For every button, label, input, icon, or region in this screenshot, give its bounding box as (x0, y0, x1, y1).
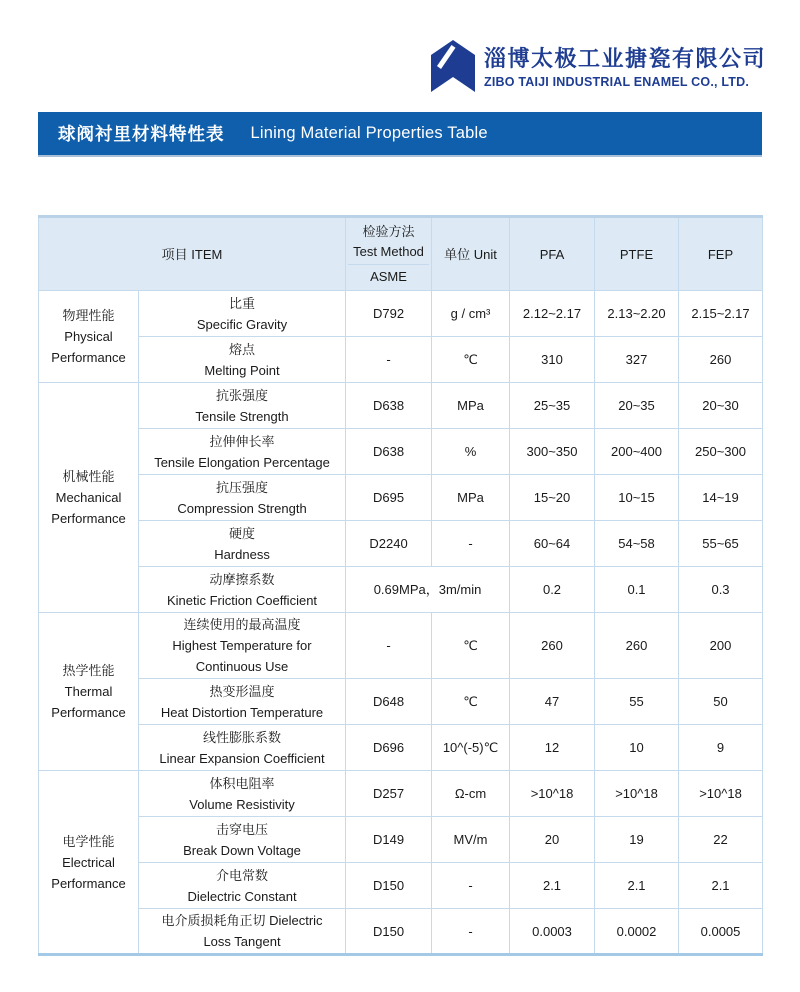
item-en: Hardness (214, 546, 270, 562)
category-zh: 物理性能 (62, 308, 115, 323)
item-zh: 连续使用的最高温度 (183, 617, 301, 632)
item-cell (139, 817, 346, 863)
company-logo-icon (430, 40, 476, 96)
row-volume-resistivity (39, 771, 763, 817)
row-compression-strength (39, 475, 763, 521)
page-title-en: Lining Material Properties Table (250, 124, 488, 142)
category-thermal (39, 613, 139, 771)
row-kinetic-friction (39, 567, 763, 613)
item-cell (139, 863, 346, 909)
method-cell: - (346, 613, 432, 679)
company-name-en: ZIBO TAIJI INDUSTRIAL ENAMEL CO., LTD. (483, 74, 749, 89)
row-dielectric-loss-tangent (39, 909, 763, 955)
item-zh: 拉伸伸长率 (209, 433, 275, 449)
item-zh: 击穿电压 (216, 821, 269, 837)
fep-value: 260 (679, 337, 763, 383)
fep-value: 20~30 (679, 383, 763, 429)
ptfe-value: 54~58 (595, 521, 679, 567)
table-body (39, 291, 763, 955)
item-cell (139, 383, 346, 429)
item-en: Linear Expansion Coefficient (159, 750, 325, 766)
header-unit: 单位 Unit (432, 217, 510, 291)
ptfe-value: 0.0002 (595, 909, 679, 955)
company-name-zh: 淄博太极工业搪瓷有限公司 (483, 45, 766, 71)
method-cell: D2240 (346, 521, 432, 567)
method-cell: D648 (346, 679, 432, 725)
row-heat-distortion (39, 679, 763, 725)
item-cell (139, 291, 346, 337)
item-en: Kinetic Friction Coefficient (166, 592, 318, 608)
ptfe-value: 10 (595, 725, 679, 771)
pfa-value: 2.1 (510, 863, 595, 909)
unit-cell: Ω-cm (432, 771, 510, 817)
page-title-zh: 球阀衬里材料特性表 (58, 124, 225, 144)
category-zh: 机械性能 (62, 469, 115, 484)
row-linear-expansion (39, 725, 763, 771)
category-electrical (39, 771, 139, 955)
fep-value: 200 (679, 613, 763, 679)
header-row (39, 217, 763, 291)
pfa-value: 12 (510, 725, 595, 771)
pfa-value: >10^18 (510, 771, 595, 817)
ptfe-value: 10~15 (595, 475, 679, 521)
item-zh: 硬度 (229, 525, 256, 541)
category-mechanical (39, 383, 139, 613)
unit-cell: MPa (432, 475, 510, 521)
header-pfa: PFA (510, 217, 595, 291)
row-tensile-strength (39, 383, 763, 429)
pfa-value: 25~35 (510, 383, 595, 429)
pfa-value: 310 (510, 337, 595, 383)
fep-value: 55~65 (679, 521, 763, 567)
method-cell: D150 (346, 863, 432, 909)
ptfe-value: 55 (595, 679, 679, 725)
item-cell (139, 679, 346, 725)
item-cell (139, 771, 346, 817)
ptfe-value: 19 (595, 817, 679, 863)
row-highest-continuous-temp (39, 613, 763, 679)
company-name (484, 46, 766, 91)
method-cell: D792 (346, 291, 432, 337)
item-en: Dielectric Constant (187, 888, 297, 904)
pfa-value: 15~20 (510, 475, 595, 521)
item-en: Loss Tangent (203, 934, 281, 949)
fep-value: 2.15~2.17 (679, 291, 763, 337)
fep-value: 0.3 (679, 567, 763, 613)
pfa-value: 300~350 (510, 429, 595, 475)
ptfe-value: 2.13~2.20 (595, 291, 679, 337)
item-en: Break Down Voltage (183, 842, 301, 858)
item-zh: 热变形温度 (209, 683, 275, 699)
table-header (39, 217, 763, 291)
unit-cell: MPa (432, 383, 510, 429)
row-tensile-elongation (39, 429, 763, 475)
unit-cell: ℃ (432, 613, 510, 679)
ptfe-value: >10^18 (595, 771, 679, 817)
item-cell (139, 337, 346, 383)
item-zh: 熔点 (229, 341, 256, 357)
row-dielectric-constant (39, 863, 763, 909)
pfa-value: 47 (510, 679, 595, 725)
header-test-method-zh: 检验方法 (362, 223, 415, 239)
unit-cell: - (432, 863, 510, 909)
item-en: Specific Gravity (196, 316, 288, 332)
unit-cell: - (432, 521, 510, 567)
item-cell (139, 429, 346, 475)
method-cell: D638 (346, 383, 432, 429)
row-melting-point (39, 337, 763, 383)
header-test-method-en: Test Method (353, 243, 424, 259)
logo-header (0, 0, 800, 96)
pfa-value: 0.0003 (510, 909, 595, 955)
item-zh: 体积电阻率 (209, 775, 275, 791)
ptfe-value: 327 (595, 337, 679, 383)
lining-material-properties-table (38, 215, 763, 956)
fep-value: 50 (679, 679, 763, 725)
method-cell: D695 (346, 475, 432, 521)
item-cell (139, 475, 346, 521)
fep-value: >10^18 (679, 771, 763, 817)
row-hardness (39, 521, 763, 567)
header-item: 项目 ITEM (39, 217, 346, 291)
pfa-value: 260 (510, 613, 595, 679)
fep-value: 14~19 (679, 475, 763, 521)
pfa-value: 2.12~2.17 (510, 291, 595, 337)
method-cell: D638 (346, 429, 432, 475)
method-cell: D696 (346, 725, 432, 771)
item-cell (139, 725, 346, 771)
item-en: Heat Distortion Temperature (160, 704, 324, 720)
ptfe-value: 260 (595, 613, 679, 679)
category-en: Mechanical Performance (51, 490, 126, 526)
header-test-method (346, 217, 432, 291)
unit-cell: 10^(-5)℃ (432, 725, 510, 771)
item-zh: 比重 (229, 295, 256, 311)
item-cell (139, 613, 346, 679)
fep-value: 2.1 (679, 863, 763, 909)
item-zh: 抗压强度 (216, 479, 269, 495)
page-title-bar (38, 112, 762, 157)
category-zh: 电学性能 (62, 833, 115, 849)
unit-cell: g / cm³ (432, 291, 510, 337)
item-cell (139, 909, 346, 955)
method-condition-cell: 0.69MPa，3m/min (346, 567, 510, 613)
unit-cell: % (432, 429, 510, 475)
unit-cell: MV/m (432, 817, 510, 863)
properties-table-wrap (38, 215, 762, 956)
category-en: Physical Performance (51, 329, 126, 365)
fep-value: 250~300 (679, 429, 763, 475)
item-zh: 介电常数 (216, 867, 269, 883)
row-specific-gravity (39, 291, 763, 337)
method-cell: D257 (346, 771, 432, 817)
fep-value: 9 (679, 725, 763, 771)
ptfe-value: 200~400 (595, 429, 679, 475)
item-zh: 动摩擦系数 (209, 571, 275, 587)
pfa-value: 0.2 (510, 567, 595, 613)
method-cell: D149 (346, 817, 432, 863)
item-cell (139, 521, 346, 567)
item-en: Tensile Strength (195, 408, 289, 424)
header-test-method-asme: ASME (370, 269, 407, 284)
pfa-value: 60~64 (510, 521, 595, 567)
header-ptfe: PTFE (595, 217, 679, 291)
header-test-method-top (348, 219, 429, 265)
item-zh: 抗张强度 (216, 387, 269, 403)
unit-cell: ℃ (432, 679, 510, 725)
unit-cell: ℃ (432, 337, 510, 383)
unit-cell: - (432, 909, 510, 955)
item-en: Volume Resistivity (189, 796, 295, 812)
item-en: Compression Strength (177, 500, 307, 516)
item-zh: 电介质损耗角正切 Dielectric (161, 913, 323, 928)
category-en: Electrical Performance (51, 854, 126, 891)
item-en: Highest Temperature for Continuous Use (172, 638, 312, 674)
item-en: Melting Point (204, 362, 280, 378)
ptfe-value: 2.1 (595, 863, 679, 909)
pfa-value: 20 (510, 817, 595, 863)
ptfe-value: 20~35 (595, 383, 679, 429)
item-en: Tensile Elongation Percentage (154, 454, 330, 470)
fep-value: 0.0005 (679, 909, 763, 955)
row-breakdown-voltage (39, 817, 763, 863)
method-cell: D150 (346, 909, 432, 955)
header-fep: FEP (679, 217, 763, 291)
category-en: Thermal Performance (51, 684, 126, 720)
category-zh: 热学性能 (62, 663, 115, 678)
ptfe-value: 0.1 (595, 567, 679, 613)
item-cell (139, 567, 346, 613)
fep-value: 22 (679, 817, 763, 863)
category-physical (39, 291, 139, 383)
method-cell: - (346, 337, 432, 383)
item-zh: 线性膨胀系数 (203, 729, 282, 745)
